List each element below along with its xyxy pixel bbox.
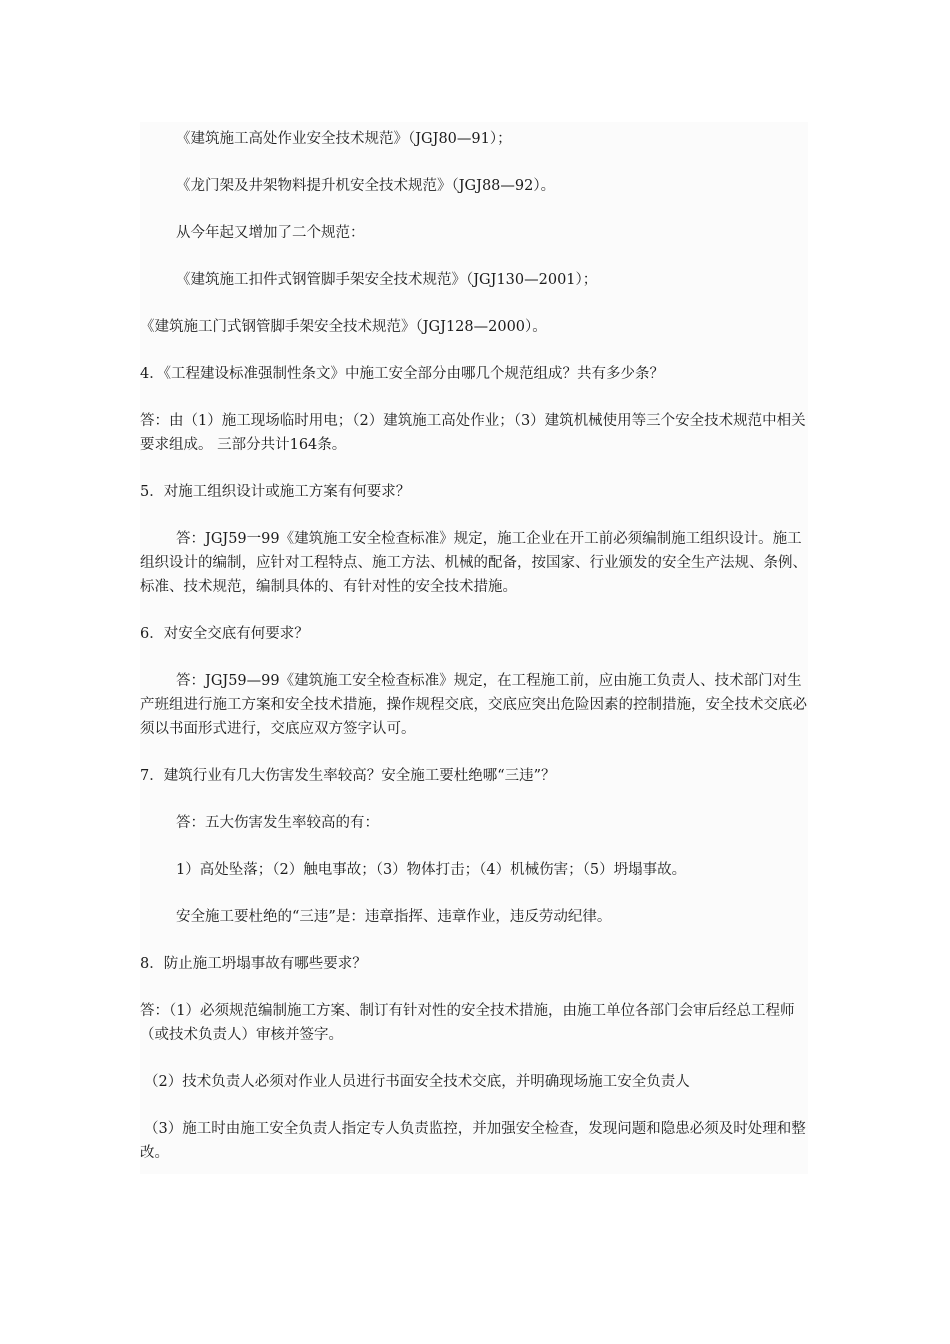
answer-8-item-2: （2）技术负责人必须对作业人员进行书面安全技术交底，并明确现场施工安全负责人 bbox=[144, 1074, 690, 1090]
question-7: 7．建筑行业有几大伤害发生率较高？安全施工要杜绝哪“三违”？ bbox=[140, 768, 556, 784]
answer-4: 答：由（1）施工现场临时用电；（2）建筑施工高处作业；（3）建筑机械使用等三个安全技术规范中相关要求组成。 三部分共计164条。 bbox=[140, 413, 806, 453]
paragraph-1: 《建筑施工高处作业安全技术规范》（JGJ80—91）； bbox=[176, 131, 512, 147]
question-4: 4．《工程建设标准强制性条文》中施工安全部分由哪几个规范组成？共有多少条？ bbox=[140, 366, 664, 382]
answer-6: 答：JGJ59—99《建筑施工安全检查标准》规定，在工程施工前，应由施工负责人、技术部门对生产班组进行施工方案和安全技术措施，操作规程交底，交底应突出危险因素的控制措施，安全技术交底必须以书面形式进行，交底应双方签字认可。 bbox=[140, 673, 807, 737]
answer-5: 答：JGJ59一99《建筑施工安全检查标准》规定，施工企业在开工前必须编制施工组织设计。施工组织设计的编制，应针对工程特点、施工方法、机械的配备，按国家、行业颁发的安全生产法规、条例、标准、技术规范，编制具体的、有针对性的安全技术措施。 bbox=[140, 531, 807, 595]
paragraph-3: 从今年起又增加了二个规范： bbox=[176, 225, 365, 241]
question-5: 5．对施工组织设计或施工方案有何要求？ bbox=[140, 484, 411, 500]
answer-7-three-violations: 安全施工要杜绝的“三违”是：违章指挥、违章作业，违反劳动纪律。 bbox=[176, 909, 612, 925]
answer-7-list: 1）高处坠落；（2）触电事故；（3）物体打击；（4）机械伤害；（5）坍塌事故。 bbox=[176, 862, 687, 878]
question-8: 8．防止施工坍塌事故有哪些要求？ bbox=[140, 956, 367, 972]
paragraph-4: 《建筑施工扣件式钢管脚手架安全技术规范》（JGJ130—2001）； bbox=[176, 272, 598, 288]
question-6: 6．对安全交底有何要求？ bbox=[140, 626, 309, 642]
answer-7-intro: 答：五大伤害发生率较高的有： bbox=[176, 815, 379, 831]
document-text-block bbox=[140, 122, 808, 1174]
answer-8-item-1: 答：（1）必须规范编制施工方案、制订有针对性的安全技术措施，由施工单位各部门会审后经总工程师（或技术负责人）审核并签字。 bbox=[140, 1003, 795, 1043]
paragraph-5: 《建筑施工门式钢管脚手架安全技术规范》（JGJ128—2000）。 bbox=[140, 319, 547, 335]
answer-8-item-3: （3）施工时由施工安全负责人指定专人负责监控，并加强安全检查，发现问题和隐患必须及时处理和整改。 bbox=[140, 1121, 806, 1161]
paragraph-2: 《龙门架及井架物料提升机安全技术规范》（JGJ88—92）。 bbox=[176, 178, 556, 194]
